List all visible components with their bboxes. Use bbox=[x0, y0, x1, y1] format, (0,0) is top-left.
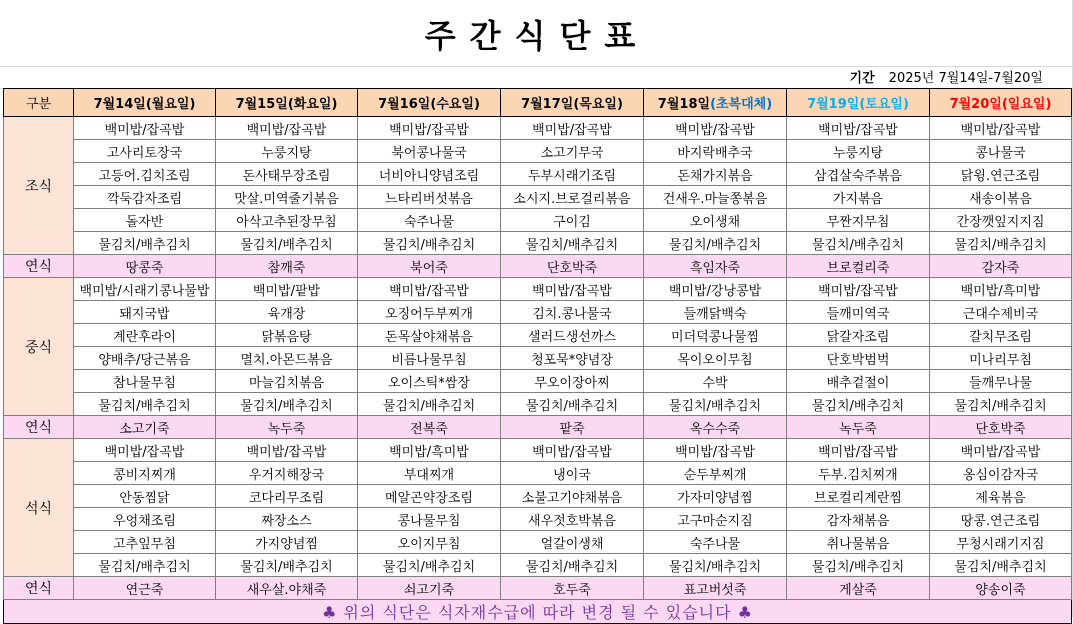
period-label: 기간 bbox=[849, 71, 875, 86]
menu-item-cell[interactable]: 백미밥/잡곡밥 bbox=[74, 439, 216, 462]
menu-item-cell[interactable]: 얼갈이생채 bbox=[501, 531, 644, 554]
menu-item-cell[interactable]: 물김치/배추김치 bbox=[787, 393, 930, 416]
meal-row bbox=[4, 485, 1072, 508]
menu-item-cell[interactable]: 콩나물국 bbox=[930, 140, 1072, 163]
soft-meal-cell[interactable]: 호두죽 bbox=[501, 577, 644, 600]
period-value: 2025년 7월14일-7월20일 bbox=[888, 71, 1043, 86]
menu-item-cell[interactable]: 무짠지무침 bbox=[787, 209, 930, 232]
soft-meal-cell[interactable]: 소고기죽 bbox=[74, 416, 216, 439]
notice-row bbox=[4, 600, 1072, 624]
menu-item-cell[interactable]: 목이오이무침 bbox=[644, 347, 787, 370]
menu-item-cell[interactable]: 닭볶음탕 bbox=[216, 324, 358, 347]
menu-item-cell[interactable]: 물김치/배추김치 bbox=[216, 232, 358, 255]
menu-item-cell[interactable]: 미더덕콩나물찜 bbox=[644, 324, 787, 347]
menu-item-cell[interactable]: 오이생채 bbox=[644, 209, 787, 232]
day-date: 7월20일 bbox=[949, 97, 1002, 112]
menu-item-cell[interactable]: 물김치/배추김치 bbox=[644, 554, 787, 577]
soft-meal-row bbox=[4, 416, 1072, 439]
menu-item-cell[interactable]: 메알곤약장조림 bbox=[358, 485, 501, 508]
soft-meal-cell[interactable]: 단호박죽 bbox=[930, 416, 1072, 439]
menu-item-cell[interactable]: 돈목살야채볶음 bbox=[358, 324, 501, 347]
menu-item-cell[interactable]: 물김치/배추김치 bbox=[74, 232, 216, 255]
menu-item-cell[interactable]: 물김치/배추김치 bbox=[358, 554, 501, 577]
meal-category-dinner: 석식 bbox=[4, 439, 74, 577]
meal-row bbox=[4, 439, 1072, 462]
menu-item-cell[interactable]: 백미밥/잡곡밥 bbox=[358, 278, 501, 301]
menu-item-cell[interactable]: 돈채가지볶음 bbox=[644, 163, 787, 186]
menu-item-cell[interactable]: 가지양념찜 bbox=[216, 531, 358, 554]
menu-item-cell[interactable]: 백미밥/잡곡밥 bbox=[216, 117, 358, 140]
menu-item-cell[interactable]: 수박 bbox=[644, 370, 787, 393]
menu-item-cell[interactable]: 물김치/배추김치 bbox=[787, 232, 930, 255]
menu-item-cell[interactable]: 물김치/배추김치 bbox=[644, 232, 787, 255]
menu-item-cell[interactable]: 백미밥/흑미밥 bbox=[358, 439, 501, 462]
menu-item-cell[interactable]: 물김치/배추김치 bbox=[358, 232, 501, 255]
menu-item-cell[interactable]: 돈사태무장조림 bbox=[216, 163, 358, 186]
menu-item-cell[interactable]: 물김치/배추김치 bbox=[501, 554, 644, 577]
menu-item-cell[interactable]: 백미밥/강낭콩밥 bbox=[644, 278, 787, 301]
menu-item-cell[interactable]: 백미밥/잡곡밥 bbox=[501, 439, 644, 462]
menu-item-cell[interactable]: 닭갈자조림 bbox=[787, 324, 930, 347]
period-line bbox=[850, 67, 1043, 86]
day-header-cell[interactable] bbox=[501, 89, 644, 117]
day-header-cell[interactable] bbox=[644, 89, 787, 117]
menu-item-cell[interactable]: 두부.김치찌개 bbox=[787, 462, 930, 485]
menu-item-cell[interactable]: 백미밥/흑미밥 bbox=[930, 278, 1072, 301]
menu-item-cell[interactable]: 감자채볶음 bbox=[787, 508, 930, 531]
meal-row bbox=[4, 140, 1072, 163]
menu-item-cell[interactable]: 백미밥/잡곡밥 bbox=[358, 117, 501, 140]
menu-item-cell[interactable]: 코다리무조림 bbox=[216, 485, 358, 508]
day-weekday: (일요일) bbox=[1001, 97, 1052, 112]
menu-item-cell[interactable]: 물김치/배추김치 bbox=[216, 554, 358, 577]
day-header-cell[interactable] bbox=[216, 89, 358, 117]
meal-row bbox=[4, 163, 1072, 186]
day-weekday: (월요일) bbox=[145, 97, 196, 112]
menu-item-cell[interactable]: 돌자반 bbox=[74, 209, 216, 232]
menu-item-cell[interactable]: 참나물무침 bbox=[74, 370, 216, 393]
day-date: 7월15일 bbox=[235, 97, 288, 112]
menu-item-cell[interactable]: 근대수제비국 bbox=[930, 301, 1072, 324]
menu-item-cell[interactable]: 오이지무침 bbox=[358, 531, 501, 554]
menu-table bbox=[3, 88, 1072, 624]
day-header-cell[interactable] bbox=[74, 89, 216, 117]
menu-item-cell[interactable]: 너비아니양념조림 bbox=[358, 163, 501, 186]
menu-item-cell[interactable]: 건새우.마늘쫑볶음 bbox=[644, 186, 787, 209]
day-weekday: (화요일) bbox=[287, 97, 338, 112]
meal-row bbox=[4, 186, 1072, 209]
soft-meal-cell[interactable]: 브로컬리죽 bbox=[787, 255, 930, 278]
meal-row bbox=[4, 554, 1072, 577]
soft-meal-cell[interactable]: 흑임자죽 bbox=[644, 255, 787, 278]
menu-item-cell[interactable]: 물김치/배추김치 bbox=[501, 393, 644, 416]
meal-row bbox=[4, 508, 1072, 531]
day-date: 7월16일 bbox=[378, 97, 431, 112]
menu-item-cell[interactable]: 갈치무조림 bbox=[930, 324, 1072, 347]
menu-item-cell[interactable]: 닭윙.연근조림 bbox=[930, 163, 1072, 186]
menu-item-cell[interactable]: 들깨닭백숙 bbox=[644, 301, 787, 324]
menu-item-cell[interactable]: 물김치/배추김치 bbox=[787, 554, 930, 577]
soft-meal-category: 연식 bbox=[4, 416, 74, 439]
menu-item-cell[interactable]: 배추겉절이 bbox=[787, 370, 930, 393]
menu-item-cell[interactable]: 가지볶음 bbox=[787, 186, 930, 209]
soft-meal-cell[interactable]: 옥수수죽 bbox=[644, 416, 787, 439]
menu-item-cell[interactable]: 느타리버섯볶음 bbox=[358, 186, 501, 209]
soft-meal-cell[interactable]: 양송이죽 bbox=[930, 577, 1072, 600]
menu-item-cell[interactable]: 삼겹살숙주볶음 bbox=[787, 163, 930, 186]
meal-category-breakfast: 조식 bbox=[4, 117, 74, 255]
soft-meal-category: 연식 bbox=[4, 255, 74, 278]
menu-item-cell[interactable]: 누룽지탕 bbox=[216, 140, 358, 163]
menu-item-cell[interactable]: 청포묵*양념장 bbox=[501, 347, 644, 370]
menu-item-cell[interactable]: 물김치/배추김치 bbox=[930, 393, 1072, 416]
day-weekday: (수요일) bbox=[430, 97, 480, 112]
meal-row bbox=[4, 324, 1072, 347]
menu-item-cell[interactable]: 단호박범벅 bbox=[787, 347, 930, 370]
menu-item-cell[interactable]: 비름나물무침 bbox=[358, 347, 501, 370]
meal-category-lunch: 중식 bbox=[4, 278, 74, 416]
meal-row bbox=[4, 301, 1072, 324]
soft-meal-cell[interactable]: 표고버섯죽 bbox=[644, 577, 787, 600]
menu-item-cell[interactable]: 순두부찌개 bbox=[644, 462, 787, 485]
menu-item-cell[interactable]: 콩비지찌개 bbox=[74, 462, 216, 485]
menu-item-cell[interactable]: 땅콩.연근조림 bbox=[930, 508, 1072, 531]
soft-meal-row bbox=[4, 255, 1072, 278]
meal-row bbox=[4, 393, 1072, 416]
day-header-cell[interactable] bbox=[358, 89, 501, 117]
menu-item-cell[interactable]: 부대찌개 bbox=[358, 462, 501, 485]
menu-item-cell[interactable]: 두부시래기조림 bbox=[501, 163, 644, 186]
menu-item-cell[interactable]: 냉이국 bbox=[501, 462, 644, 485]
meal-row bbox=[4, 232, 1072, 255]
menu-item-cell[interactable]: 백미밥/팥밥 bbox=[216, 278, 358, 301]
header-row bbox=[4, 89, 1072, 117]
soft-meal-category: 연식 bbox=[4, 577, 74, 600]
menu-item-cell[interactable]: 북어콩나물국 bbox=[358, 140, 501, 163]
menu-item-cell[interactable]: 백미밥/잡곡밥 bbox=[930, 439, 1072, 462]
menu-item-cell[interactable]: 숙주나물 bbox=[358, 209, 501, 232]
day-weekday: (초복대체) bbox=[710, 97, 773, 112]
day-weekday: (목요일) bbox=[573, 97, 623, 112]
menu-item-cell[interactable]: 백미밥/잡곡밥 bbox=[930, 117, 1072, 140]
soft-meal-cell[interactable]: 쇠고기죽 bbox=[358, 577, 501, 600]
day-date: 7월14일 bbox=[93, 97, 146, 112]
menu-item-cell[interactable]: 돼지국밥 bbox=[74, 301, 216, 324]
menu-item-cell[interactable]: 물김치/배추김치 bbox=[930, 232, 1072, 255]
menu-item-cell[interactable]: 구이김 bbox=[501, 209, 644, 232]
day-date: 7월18일 bbox=[657, 97, 711, 112]
menu-item-cell[interactable]: 가자미양념찜 bbox=[644, 485, 787, 508]
menu-item-cell[interactable]: 백미밥/잡곡밥 bbox=[74, 117, 216, 140]
menu-item-cell[interactable]: 무오이장아찌 bbox=[501, 370, 644, 393]
menu-item-cell[interactable]: 물김치/배추김치 bbox=[74, 554, 216, 577]
menu-item-cell[interactable]: 짜장소스 bbox=[216, 508, 358, 531]
menu-item-cell[interactable]: 바지락배추국 bbox=[644, 140, 787, 163]
menu-item-cell[interactable]: 김치.콩나물국 bbox=[501, 301, 644, 324]
menu-item-cell[interactable]: 백미밥/잡곡밥 bbox=[787, 117, 930, 140]
day-date: 7월19일 bbox=[807, 97, 860, 112]
soft-meal-cell[interactable]: 연근죽 bbox=[74, 577, 216, 600]
notice-text: ♣ 위의 식단은 식자재수급에 따라 변경 될 수 있습니다 ♣ bbox=[4, 600, 1072, 624]
menu-item-cell[interactable]: 물김치/배추김치 bbox=[216, 393, 358, 416]
menu-item-cell[interactable]: 깍둑감자조림 bbox=[74, 186, 216, 209]
menu-item-cell[interactable]: 들깨무나물 bbox=[930, 370, 1072, 393]
day-date: 7월17일 bbox=[521, 97, 574, 112]
meal-row bbox=[4, 278, 1072, 301]
menu-item-cell[interactable]: 소시지.브로걸리볶음 bbox=[501, 186, 644, 209]
menu-item-cell[interactable]: 물김치/배추김치 bbox=[930, 554, 1072, 577]
menu-item-cell[interactable]: 무청시래기지짐 bbox=[930, 531, 1072, 554]
menu-item-cell[interactable]: 우거지해장국 bbox=[216, 462, 358, 485]
menu-item-cell[interactable]: 고사리토장국 bbox=[74, 140, 216, 163]
soft-meal-cell[interactable]: 전복죽 bbox=[358, 416, 501, 439]
menu-item-cell[interactable]: 고구마순지짐 bbox=[644, 508, 787, 531]
menu-item-cell[interactable]: 고등어.김치조림 bbox=[74, 163, 216, 186]
soft-meal-cell[interactable]: 녹두죽 bbox=[216, 416, 358, 439]
menu-item-cell[interactable]: 간장깻잎지지짐 bbox=[930, 209, 1072, 232]
menu-item-cell[interactable]: 계란후라이 bbox=[74, 324, 216, 347]
menu-item-cell[interactable]: 숙주나물 bbox=[644, 531, 787, 554]
menu-item-cell[interactable]: 안동찜닭 bbox=[74, 485, 216, 508]
menu-item-cell[interactable]: 새송이볶음 bbox=[930, 186, 1072, 209]
menu-item-cell[interactable]: 물김치/배추김치 bbox=[74, 393, 216, 416]
soft-meal-row bbox=[4, 577, 1072, 600]
menu-item-cell[interactable]: 멸치.아몬드볶음 bbox=[216, 347, 358, 370]
menu-item-cell[interactable]: 옹심이감자국 bbox=[930, 462, 1072, 485]
soft-meal-cell[interactable]: 감자죽 bbox=[930, 255, 1072, 278]
day-weekday: (토요일) bbox=[859, 97, 909, 112]
soft-meal-cell[interactable]: 참깨죽 bbox=[216, 255, 358, 278]
soft-meal-cell[interactable]: 녹두죽 bbox=[787, 416, 930, 439]
menu-item-cell[interactable]: 오이스틱*쌈장 bbox=[358, 370, 501, 393]
soft-meal-cell[interactable]: 새우살.야채죽 bbox=[216, 577, 358, 600]
meal-row bbox=[4, 117, 1072, 140]
menu-item-cell[interactable]: 물김치/배추김치 bbox=[358, 393, 501, 416]
menu-item-cell[interactable]: 소불고기야채볶음 bbox=[501, 485, 644, 508]
menu-item-cell[interactable]: 백미밥/잡곡밥 bbox=[501, 278, 644, 301]
soft-meal-cell[interactable]: 팥죽 bbox=[501, 416, 644, 439]
day-header-cell[interactable] bbox=[787, 89, 930, 117]
soft-meal-cell[interactable]: 단호박죽 bbox=[501, 255, 644, 278]
menu-item-cell[interactable]: 소고기무국 bbox=[501, 140, 644, 163]
menu-item-cell[interactable]: 들깨미역국 bbox=[787, 301, 930, 324]
menu-item-cell[interactable]: 누룽지탕 bbox=[787, 140, 930, 163]
menu-item-cell[interactable]: 육개장 bbox=[216, 301, 358, 324]
menu-item-cell[interactable]: 양배추/당근볶음 bbox=[74, 347, 216, 370]
menu-item-cell[interactable]: 샐러드생선까스 bbox=[501, 324, 644, 347]
menu-item-cell[interactable]: 마늘김치볶음 bbox=[216, 370, 358, 393]
menu-item-cell[interactable]: 취나물볶음 bbox=[787, 531, 930, 554]
meal-row bbox=[4, 209, 1072, 232]
menu-item-cell[interactable]: 물김치/배추김치 bbox=[644, 393, 787, 416]
menu-item-cell[interactable]: 아삭고추된장무침 bbox=[216, 209, 358, 232]
soft-meal-cell[interactable]: 땅콩죽 bbox=[74, 255, 216, 278]
page-title: 주간식단표 bbox=[3, 4, 1071, 64]
menu-item-cell[interactable]: 브로컬리계란찜 bbox=[787, 485, 930, 508]
menu-item-cell[interactable]: 맛살.미역줄기볶음 bbox=[216, 186, 358, 209]
menu-item-cell[interactable]: 미나리무침 bbox=[930, 347, 1072, 370]
menu-item-cell[interactable]: 우엉채조림 bbox=[74, 508, 216, 531]
soft-meal-cell[interactable]: 게살죽 bbox=[787, 577, 930, 600]
day-header-cell[interactable] bbox=[930, 89, 1072, 117]
meal-row bbox=[4, 347, 1072, 370]
menu-item-cell[interactable]: 고추잎무침 bbox=[74, 531, 216, 554]
menu-item-cell[interactable]: 백미밥/잡곡밥 bbox=[644, 439, 787, 462]
menu-item-cell[interactable]: 백미밥/시래기콩나물밥 bbox=[74, 278, 216, 301]
menu-item-cell[interactable]: 백미밥/잡곡밥 bbox=[644, 117, 787, 140]
menu-item-cell[interactable]: 제육볶음 bbox=[930, 485, 1072, 508]
menu-item-cell[interactable]: 새우젓호박볶음 bbox=[501, 508, 644, 531]
meal-row bbox=[4, 370, 1072, 393]
menu-item-cell[interactable]: 콩나물무침 bbox=[358, 508, 501, 531]
menu-item-cell[interactable]: 백미밥/잡곡밥 bbox=[216, 439, 358, 462]
header-category-cell: 구분 bbox=[4, 89, 74, 117]
menu-item-cell[interactable]: 물김치/배추김치 bbox=[501, 232, 644, 255]
soft-meal-cell[interactable]: 북어죽 bbox=[358, 255, 501, 278]
menu-item-cell[interactable]: 백미밥/잡곡밥 bbox=[787, 439, 930, 462]
menu-item-cell[interactable]: 백미밥/잡곡밥 bbox=[501, 117, 644, 140]
menu-item-cell[interactable]: 백미밥/잡곡밥 bbox=[787, 278, 930, 301]
meal-row bbox=[4, 531, 1072, 554]
menu-item-cell[interactable]: 오징어두부찌개 bbox=[358, 301, 501, 324]
meal-row bbox=[4, 462, 1072, 485]
